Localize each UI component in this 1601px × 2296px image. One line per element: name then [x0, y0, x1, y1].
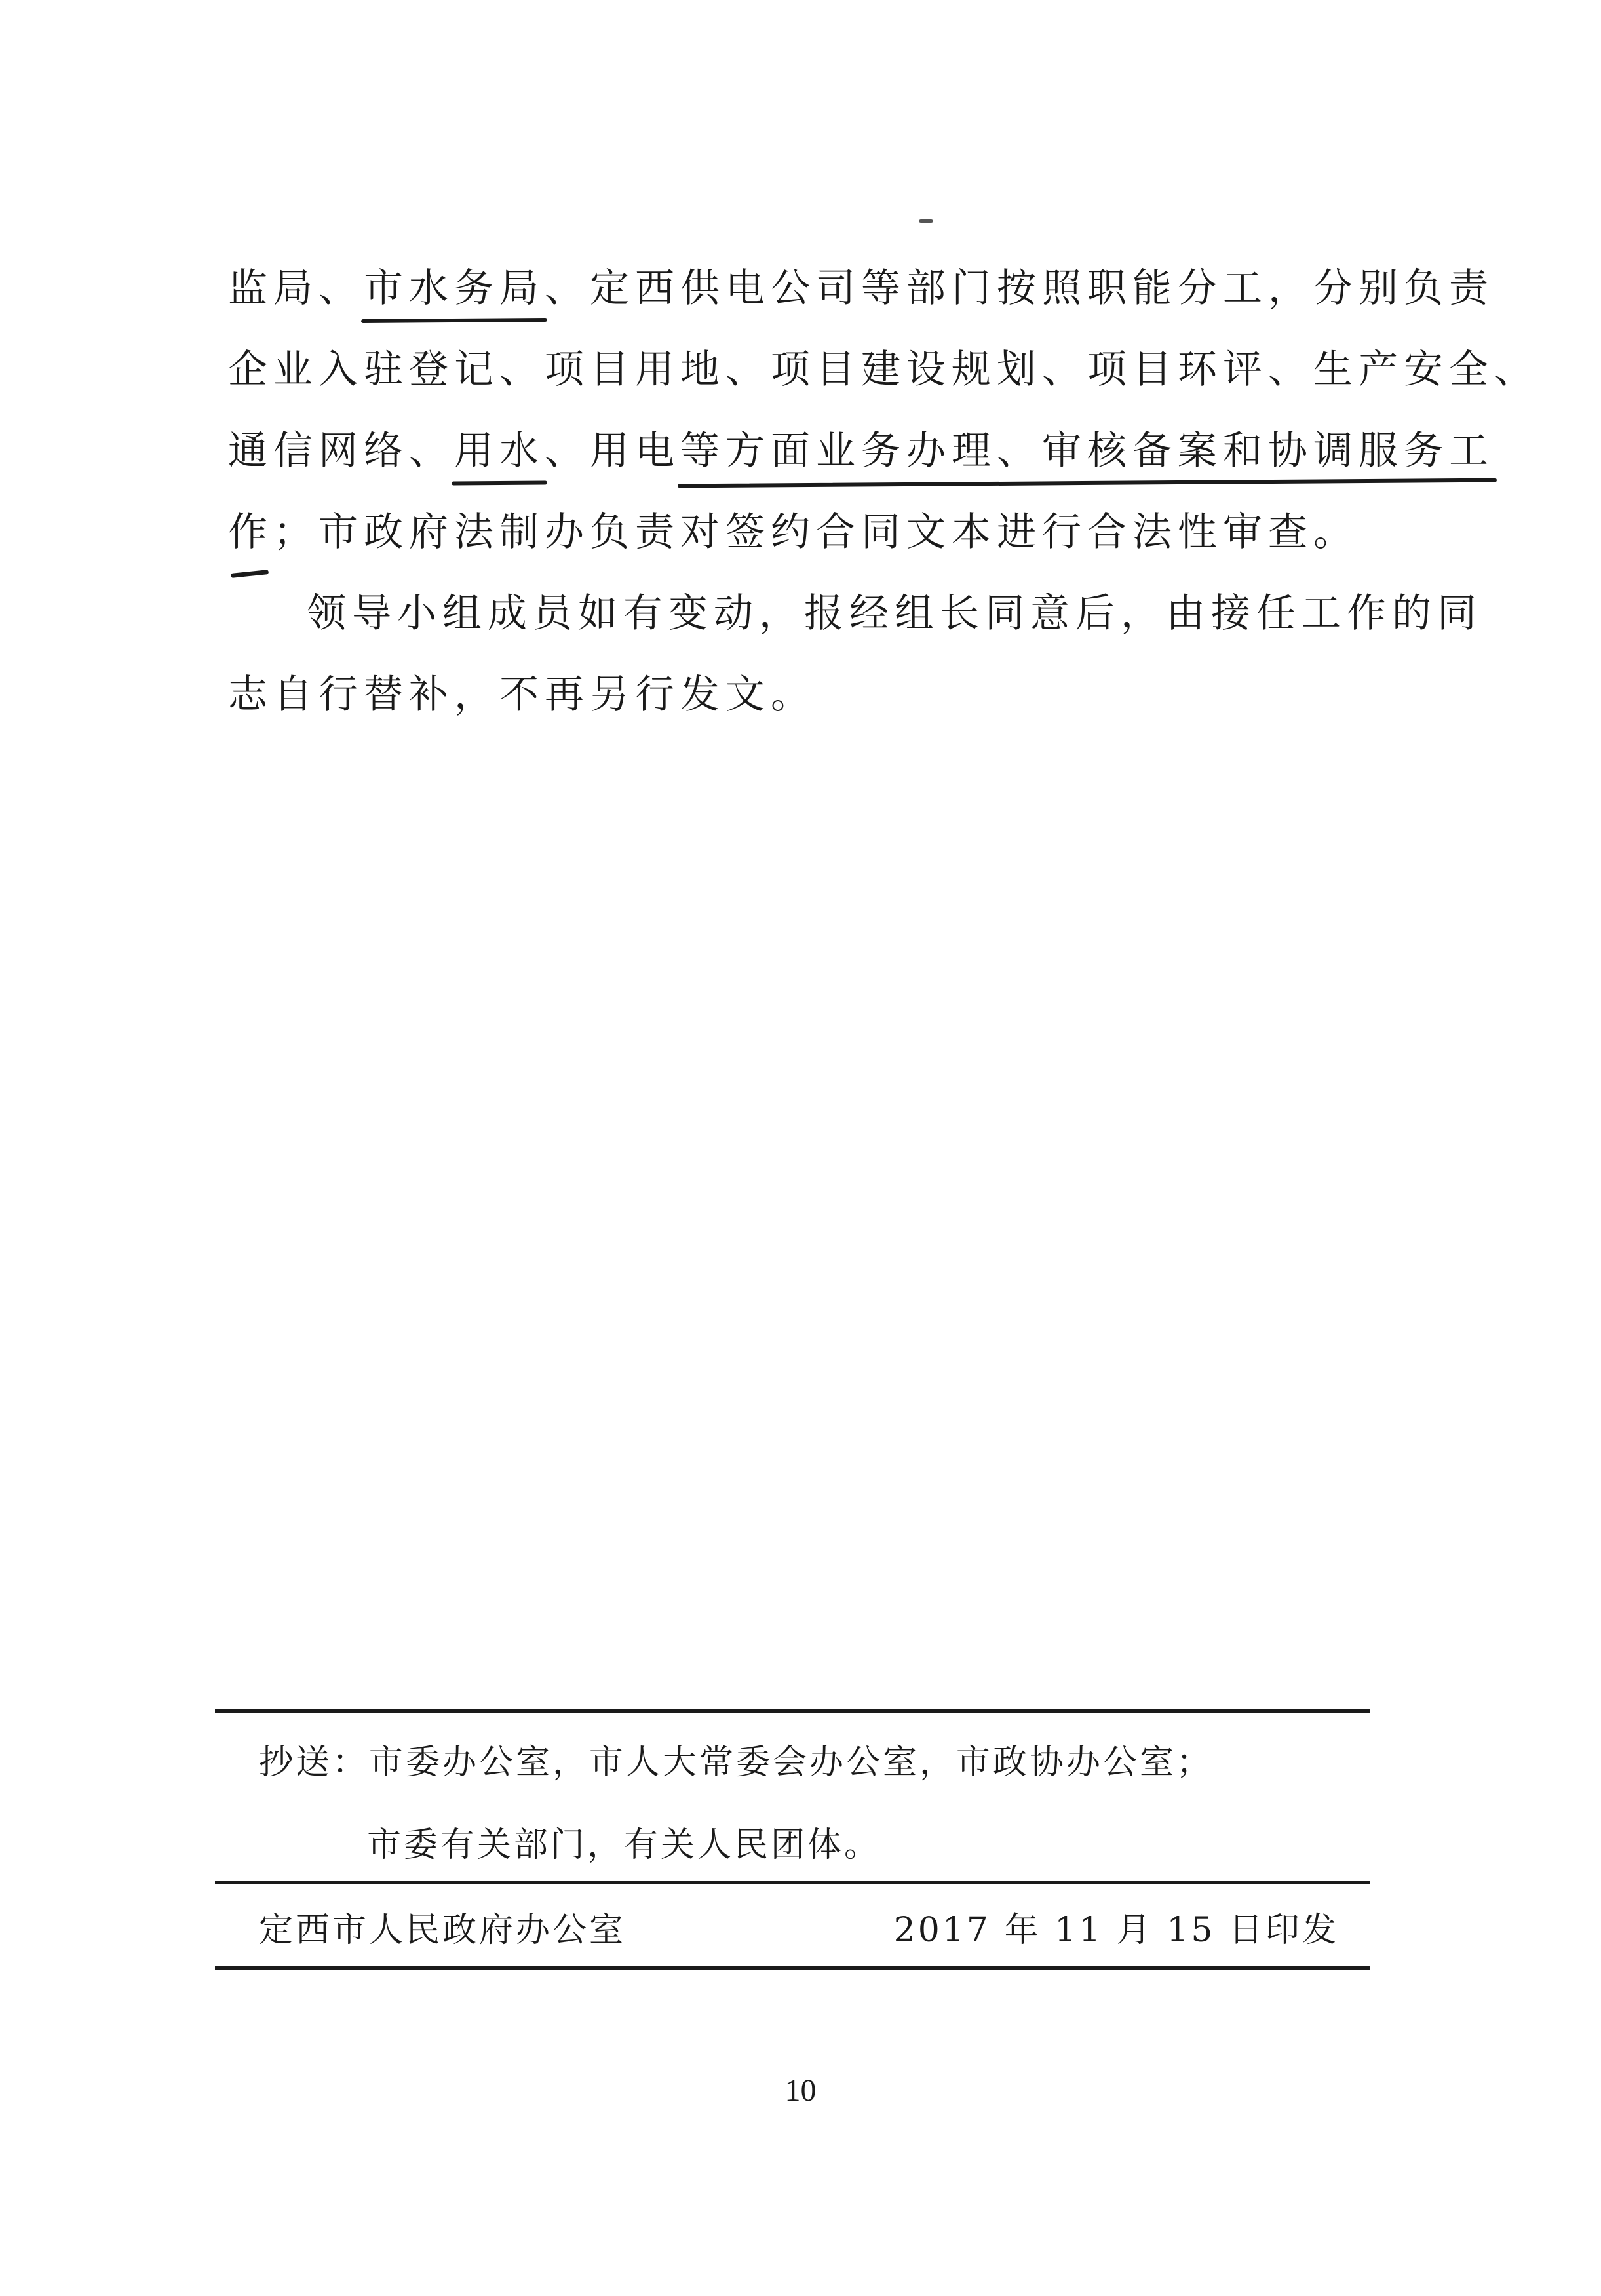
underlined-text: 市水务局 — [364, 248, 545, 329]
underlined-text: 用水 — [454, 410, 545, 492]
body-line — [228, 410, 1494, 492]
body-line — [228, 492, 1368, 573]
body-text-segment: 、定西供电公司等部门按照职能分工，分别负责 — [545, 265, 1494, 311]
body-line — [228, 573, 1482, 654]
body-line — [228, 654, 1368, 735]
body-line — [228, 329, 1539, 410]
body-text-segment: 领导小组成员如有变动，报经组长同意后，由接任工作的同 — [307, 591, 1482, 636]
issuer: 定西市人民政府办公室 — [259, 1911, 627, 1950]
footer-rule-top — [215, 1709, 1370, 1713]
body-text-segment: 、用电 — [545, 428, 680, 474]
footer-rule-bottom — [215, 1966, 1370, 1970]
footer-rule-middle — [215, 1881, 1370, 1884]
underlined-text: 等方面业务办理、审核备案和协调服务工 — [680, 410, 1494, 492]
body-text-segment: 志自行替补，不再另行发文。 — [228, 672, 816, 718]
page-number: 10 — [784, 2073, 817, 2108]
body-text — [228, 248, 1539, 735]
body-text-segment: 企业入驻登记、项目用地、项目建设规划、项目环评、生产安全、 — [228, 347, 1539, 393]
body-text-segment: 监局、 — [228, 265, 364, 311]
cc-line-1: 抄送：市委办公室，市人大常委会办公室，市政协办公室； — [259, 1743, 1214, 1782]
body-text-segment: 作；市政府法制办负责对签约合同文本进行合法性审查。 — [228, 509, 1359, 555]
cc-line-2: 市委有关部门，有关人民团体。 — [367, 1825, 881, 1865]
body-line — [228, 248, 1494, 329]
scan-speck — [919, 219, 933, 223]
issue-date: 2017 年 11 月 15 日印发 — [893, 1911, 1339, 1950]
body-text-segment: 通信网络、 — [228, 428, 454, 474]
